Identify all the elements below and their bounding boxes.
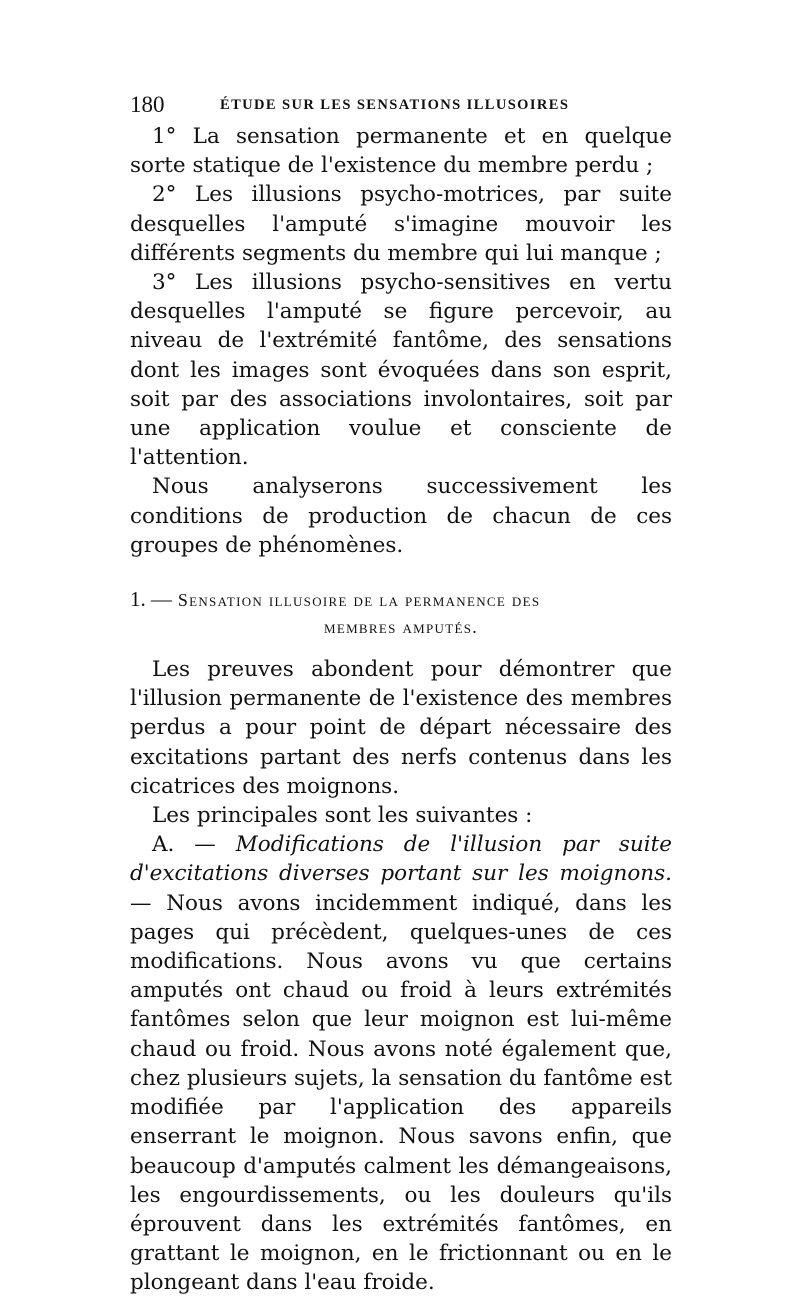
paragraph-analysis-intro: Nous analyserons successivement les conditions de production de chacun de ces groupes de phénomènes. — [130, 474, 672, 558]
page-header — [130, 92, 680, 122]
paragraph-principal: Les principales sont les suivantes : — [152, 803, 533, 829]
paragraph-psycho-sensitive: 3° Les illusions psycho-sensitives en vertu desquelles l'amputé se figure percevoir, au niveau de l'extrémité fantôme, des sensations dont les images sont évoquées dans son esprit, soit par des associations involontaires, soit par une application voulue et consciente de l'attention. — [130, 270, 672, 471]
running-head: ÉTUDE SUR LES SENSATIONS ILLUSOIRES — [220, 97, 570, 113]
paragraph-evidence: Les preuves abondent pour démontrer que l'illusion permanente de l'existence des membres perdus a pour point de départ nécessaire des excitations partant des nerfs contenus dans les cicatrices des moignons. — [130, 657, 672, 799]
subsection-body: — Nous avons incidemment indiqué, dans les pages qui précèdent, quelques-unes de ces modifications. Nous avons vu que certains amputés ont chaud ou froid à leurs extrémités fantômes selon que leur moignon est lui-même chaud ou froid. Nous avons noté également que, chez plusieurs sujets, la sensation du fantôme est modifiée par l'application des appareils enserrant le moignon. Nous savons enfin, que beaucoup d'amputés calment les démangeaisons, les engourdissements, ou les douleurs qu'ils éprouvent dans les extrémités fantômes, en grattant le moignon, en le frictionnant ou en le plongeant dans l'eau froide. — [130, 890, 672, 1296]
subsection-label: A. — — [152, 832, 216, 858]
page-body — [130, 122, 672, 1298]
paragraph-psycho-motor: 2° Les illusions psycho-motrices, par suite desquelles l'amputé s'imagine mouvoir les différents segments du membre qui lui manque ; — [130, 182, 672, 266]
subsection-title: Modifications de l'illusion par suite d'excitations diverses portant sur les moignons. — [130, 832, 673, 887]
section-heading — [130, 586, 672, 641]
section-title-line1: Sensation illusoire de la permanence des — [177, 590, 541, 611]
section-number: 1. — — [130, 587, 172, 612]
section-title-line2: membres amputés. — [323, 617, 479, 638]
paragraph-static-sensation: 1° La sensation permanente et en quelque sorte statique de l'existence du membre perdu ; — [130, 124, 672, 179]
paragraph-subsection-a — [130, 830, 672, 1297]
page-number: 180 — [130, 92, 165, 117]
